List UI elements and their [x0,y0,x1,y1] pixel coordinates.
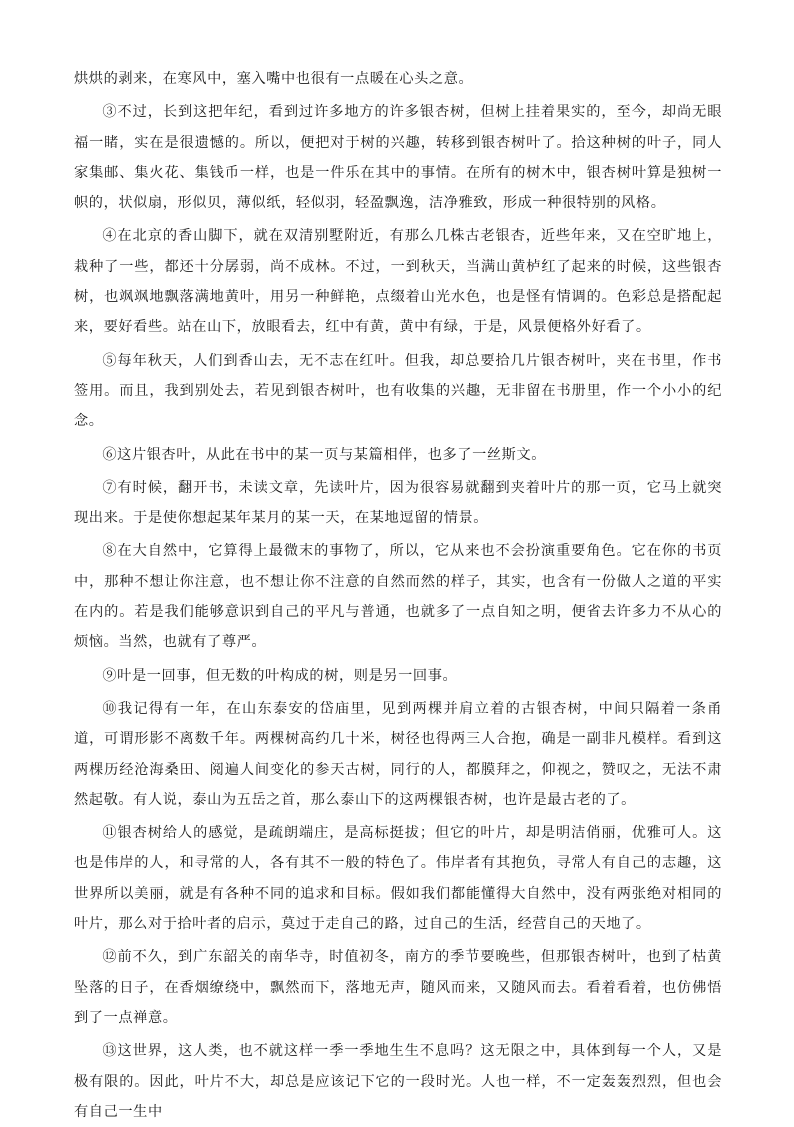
paragraph-7: ⑦有时候，翻开书，未读文章，先读叶片，因为很容易就翻到夹着叶片的那一页，它马上就突现出来。于是使你想起某年某月的某一天，在某地逗留的情景。 [74,479,722,527]
paragraph-6: ⑥这片银杏叶，从此在书中的某一页与某篇相伴，也多了一丝斯文。 [102,446,547,463]
paragraph-12: ⑫前不久，到广东韶关的南华寺，时值初冬，南方的季节要晚些，但那银杏树叶，也到了枯黄坠落的日子，在香烟缭绕中，飘然而下，落地无声，随风而来，又随风而去。看着看着，也仿佛悟到了一点禅意。 [74,949,722,1026]
paragraph-5: ⑤每年秋天，人们到香山去，无不志在红叶。但我，却总要拾几片银杏树叶，夹在书里，作书签用。而且，我到别处去，若见到银杏树叶，也有收集的兴趣，无非留在书册里，作一个小小的纪念。 [74,352,722,430]
paragraph-10: ⑩我记得有一年，在山东泰安的岱庙里，见到两棵并肩立着的古银杏树，中间只隔着一条甬道，可谓形影不离数千年。两棵树高约几十米，树径也得两三人合抱，确是一副非凡模样。看到这两棵历经沧海桑田、阅遍人间变化的参天古树，同行的人，都膜拜之，仰视之，赞叹之，无法不肃然起敬。有人说，泰山为五岳之首，那么泰山下的这两棵银杏树，也许是最古老的了。 [74,700,722,808]
paragraph-4: ④在北京的香山脚下，就在双清别墅附近，有那么几株古老银杏，近些年来，又在空旷地上，栽种了一些，都还十分孱弱，尚不成林。不过，一到秋天，当满山黄栌红了起来的时候，这些银杏树，也飒飒地飘落满地黄叶，用另一种鲜艳，点缀着山光水色，也是怪有情调的。色彩总是搭配起来，要好看些。站在山下，放眼看去，红中有黄，黄中有绿，于是，风景便格外好看了。 [74,228,722,336]
paragraph-9: ⑨叶是一回事，但无数的叶构成的树，则是另一回事。 [102,667,458,684]
paragraph-11: ⑪银杏树给人的感觉，是疏朗端庄，是高标挺拔；但它的叶片，却是明洁俏丽，优雅可人。这也是伟岸的人，和寻常的人，各有其不一般的特色了。伟岸者有其抱负，寻常人有自己的志趣，这世界所以美丽，就是有各种不同的追求和目标。假如我们都能懂得大自然中，没有两张绝对相同的叶片，那么对于拾叶者的启示，莫过于走自己的路，过自己的生活，经营自己的天地了。 [74,825,722,933]
paragraph-8: ⑧在大自然中，它算得上最微末的事物了，所以，它从来也不会扮演重要角色。它在你的书页中，那种不想让你注意，也不想让你不注意的自然而然的样子，其实，也含有一份做人之道的平实在内的。若是我们能够意识到自己的平凡与普通，也就多了一点自知之明，便省去许多力不从心的烦恼。当然，也就有了尊严。 [74,543,722,651]
paragraph-13: ⑬这世界，这人类，也不就这样一季一季地生生不息吗？这无限之中，具体到每一个人，又是极有限的。因此，叶片不大，却总是应该记下它的一段时光。人也一样，不一定轰轰烈烈，但也会有自己一生中 [74,1043,722,1120]
paragraph-continued: 烘烘的剥来，在寒风中，塞入嘴中也很有一点暖在心头之意。 [74,71,474,87]
paragraph-3: ③不过，长到这把年纪，看到过许多地方的许多银杏树，但树上挂着果实的，至今，却尚无眼福一睹，实在是很遗憾的。所以，便把对于树的兴趣，转移到银杏树叶了。拾这种树的叶子，同人家集邮、集火花、集钱币一样，也是一件乐在其中的事情。在所有的树木中，银杏树叶算是独树一帜的，状似扇，形似贝，薄似纸，轻似羽，轻盈飘逸，洁净雅致，形成一种很特别的风格。 [74,104,722,212]
